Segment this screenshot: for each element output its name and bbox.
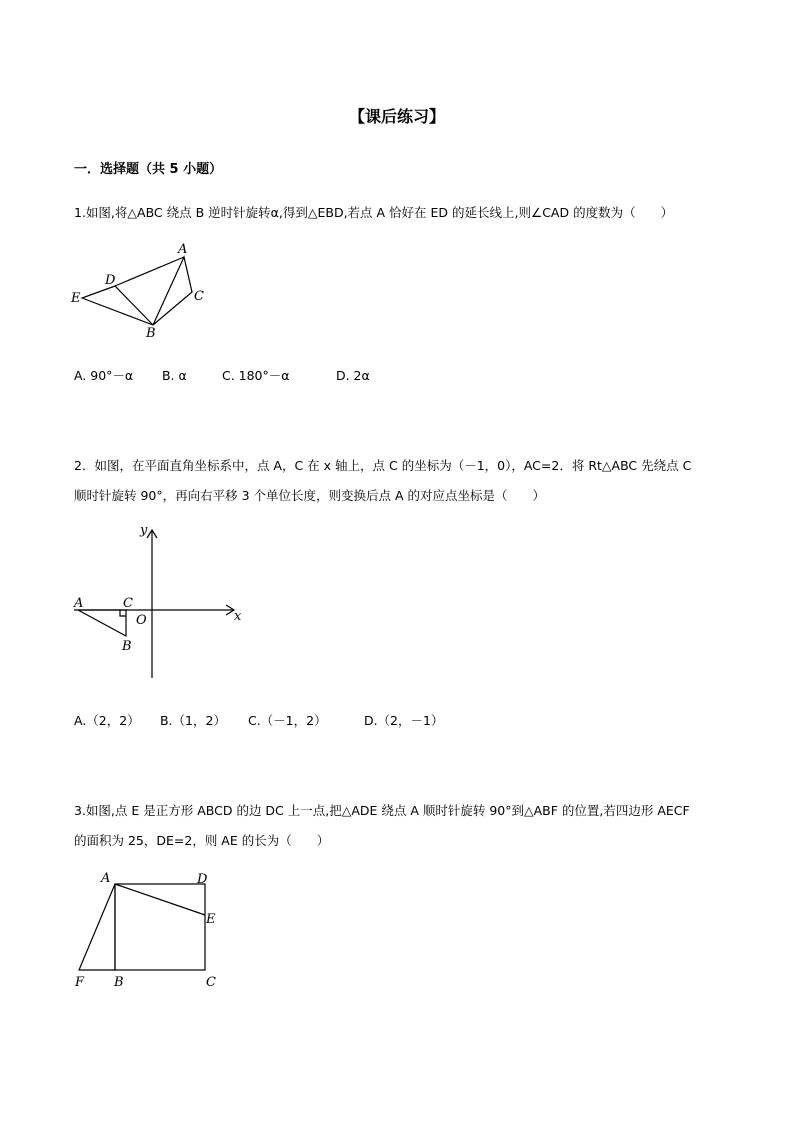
label-D: D	[105, 273, 116, 288]
segment-AE	[115, 884, 205, 915]
label-C: C	[206, 975, 216, 990]
option-a[interactable]: A. 90°－α	[74, 368, 134, 383]
triangle-ABF	[79, 884, 115, 970]
question-3-figure	[60, 865, 230, 995]
label-A: A	[178, 242, 188, 257]
square-ABCD	[115, 884, 205, 970]
label-A: A	[101, 871, 111, 886]
segment-DA	[115, 257, 184, 286]
option-b[interactable]: B.（1，2）	[159, 713, 226, 728]
label-F: F	[75, 975, 85, 990]
question-2-line-2: 顺时针旋转 90°，再向右平移 3 个单位长度，则变换后点 A 的对应点坐标是（ ）	[74, 488, 546, 503]
label-A: A	[74, 596, 84, 611]
question-1-text: 1.如图,将△ABC 绕点 B 逆时针旋转α,得到△EBD,若点 A 恰好在 ED 的延长线上,则∠CAD 的度数为（ ）	[74, 205, 674, 220]
label-E: E	[206, 912, 216, 927]
question-2-options	[74, 711, 443, 729]
question-3-line-2: 的面积为 25，DE=2，则 AE 的长为（ ）	[74, 833, 330, 848]
option-b[interactable]: B. α	[161, 368, 187, 383]
option-a[interactable]: A.（2，2）	[74, 713, 140, 728]
label-O: O	[136, 613, 147, 628]
label-C: C	[194, 289, 204, 304]
triangle-ABC	[78, 610, 126, 636]
page-title: 【课后练习】	[348, 107, 445, 126]
label-x: x	[234, 609, 242, 624]
label-D: D	[197, 872, 208, 887]
question-1-options	[74, 366, 370, 384]
label-y: y	[140, 523, 148, 538]
option-d[interactable]: D. 2α	[335, 368, 370, 383]
label-E: E	[71, 291, 81, 306]
question-2-figure	[70, 520, 280, 690]
option-c[interactable]: C.（－1，2）	[247, 713, 327, 728]
label-C: C	[123, 596, 133, 611]
question-2-line-1: 2．如图，在平面直角坐标系中，点 A，C 在 x 轴上，点 C 的坐标为（－1，0），AC=2．将 Rt△ABC 先绕点 C	[74, 458, 692, 473]
label-B: B	[122, 639, 132, 654]
triangle-EBD	[82, 286, 153, 325]
section-heading: 一．选择题（共 5 小题）	[74, 162, 223, 177]
option-d[interactable]: D.（2，－1）	[363, 713, 444, 728]
label-B: B	[114, 975, 124, 990]
question-3-line-1: 3.如图,点 E 是正方形 ABCD 的边 DC 上一点,把△ADE 绕点 A 顺时针旋转 90°到△ABF 的位置,若四边形 AECF	[74, 803, 690, 818]
question-1-figure	[60, 235, 240, 345]
option-c[interactable]: C. 180°－α	[221, 368, 290, 383]
label-B: B	[146, 326, 156, 341]
